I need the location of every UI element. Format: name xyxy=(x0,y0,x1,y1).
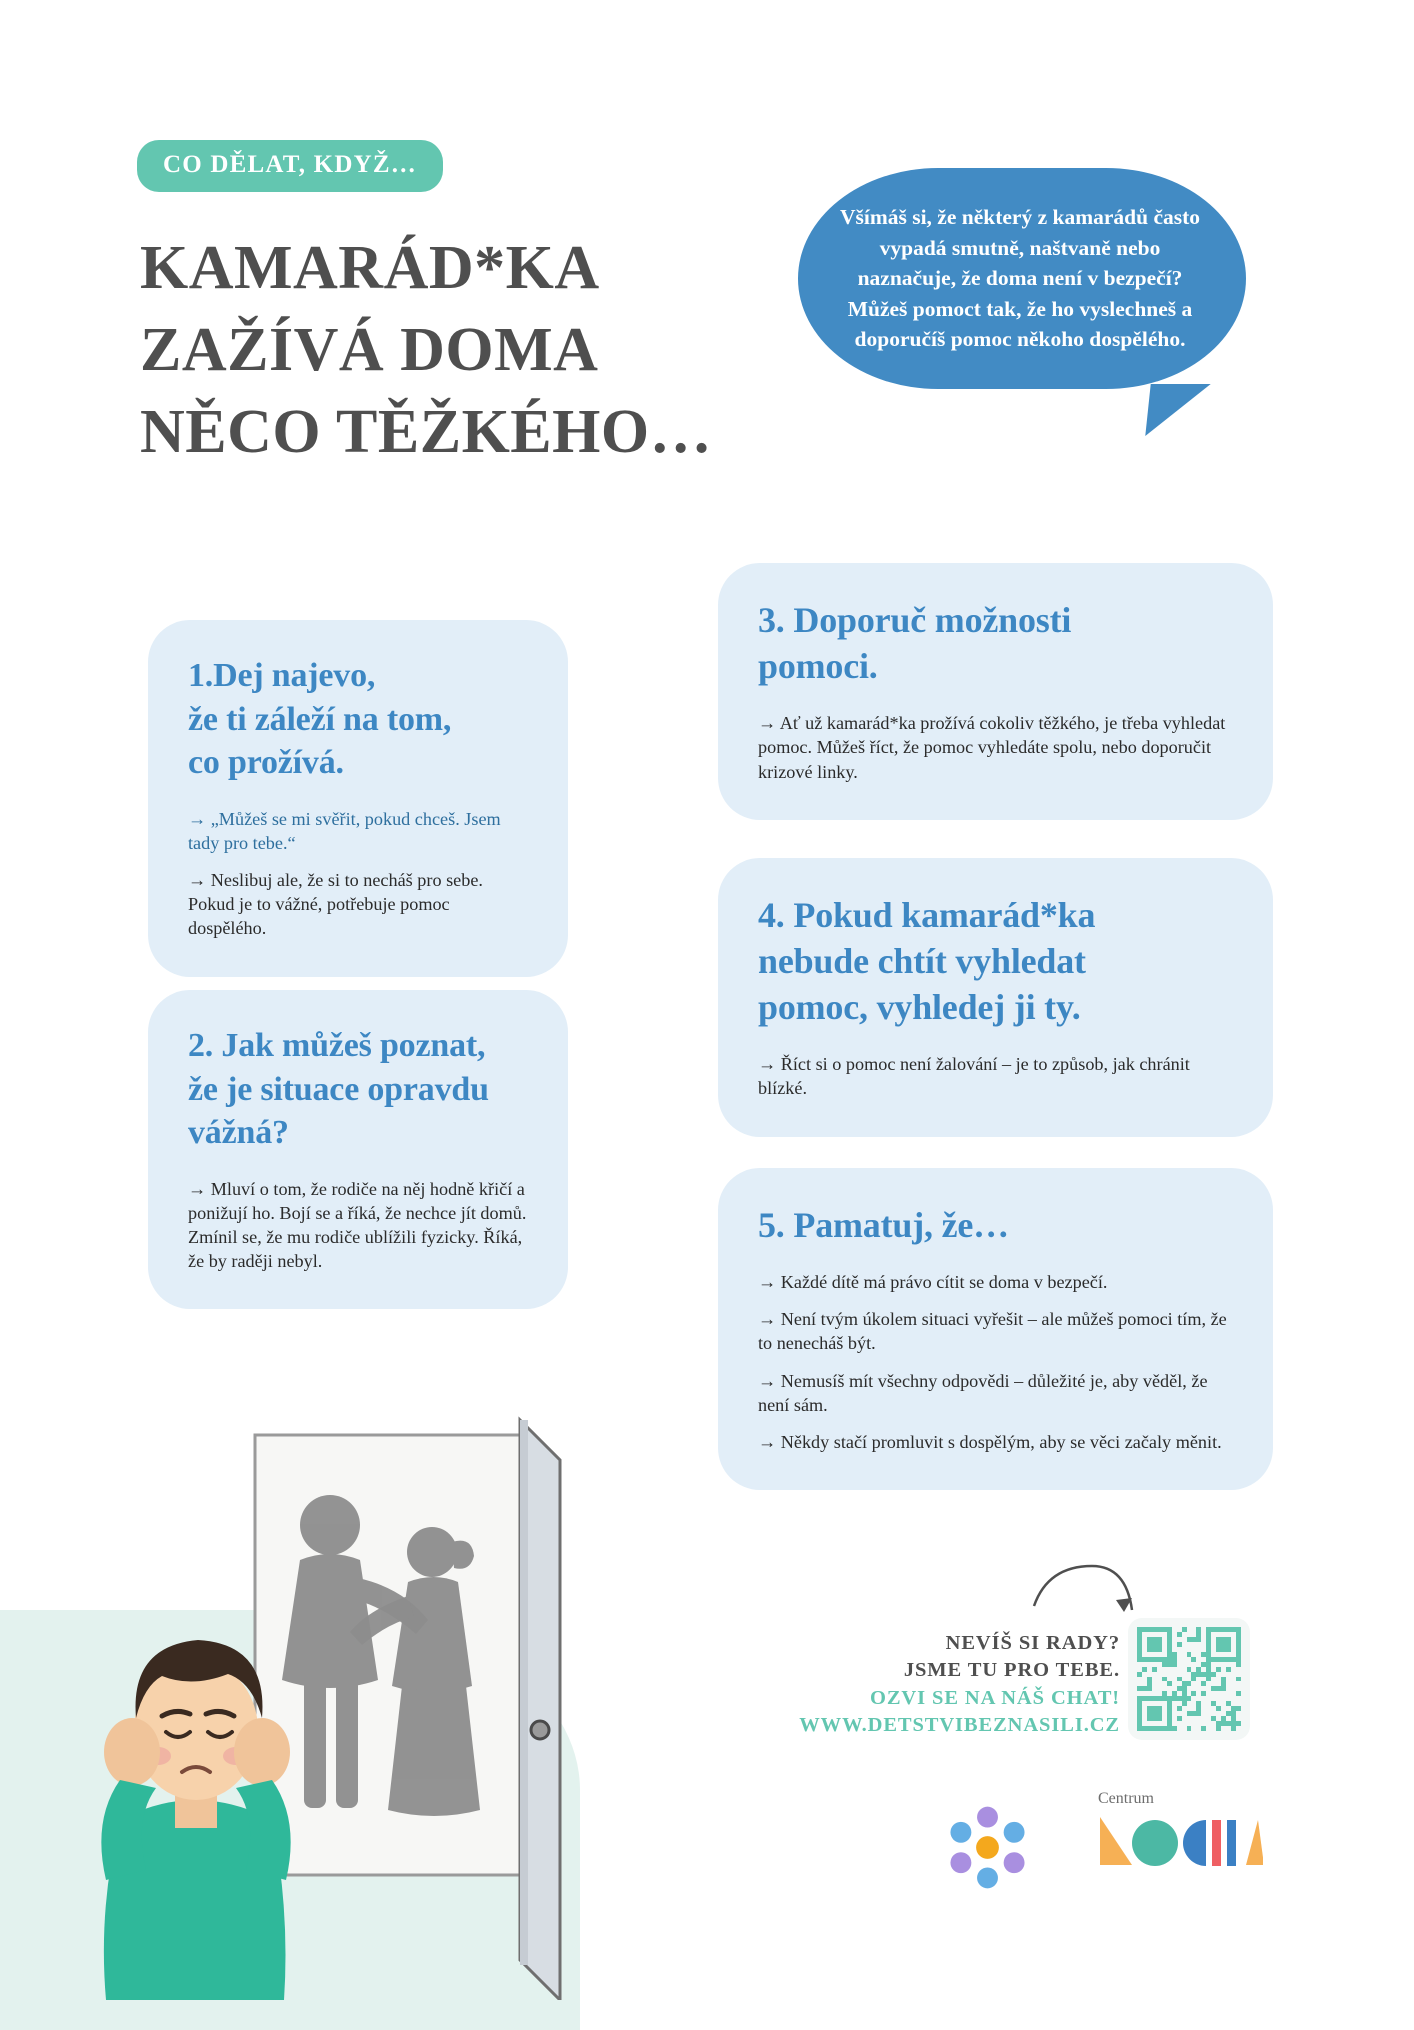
tip-card-1-heading xyxy=(188,654,528,785)
heading-line: pomoci. xyxy=(758,646,878,687)
heading-line: 5. Pamatuj, že… xyxy=(758,1205,1009,1245)
header-badge: CO DĚLAT, KDYŽ… xyxy=(137,140,443,192)
heading-line: že je situace opravdu xyxy=(188,1070,489,1108)
tip-card-2-paragraph: → Mluví o tom, že rodiče na něj hodně křičí a ponižují ho. Bojí se a říká, že nechce jít domů. Zmínil se, že mu rodiče ublížili fyzicky. Říká, že by raději nebyl. xyxy=(188,1178,527,1272)
heading-line: 4. Pokud kamarád*ka xyxy=(758,895,1096,935)
title-line-2: ZAŽÍVÁ DOMA xyxy=(140,315,599,384)
tip-card-5-heading xyxy=(758,1202,1233,1248)
door-panel xyxy=(520,1420,560,2000)
tip-card-1-paragraph: → Neslibuj ale, že si to necháš pro sebe. Pokud je to vážné, potřebuje pomoc dospělého. xyxy=(188,869,483,939)
dots-logo-icon xyxy=(940,1800,1035,1895)
footer-line-1: NEVÍŠ SI RADY? xyxy=(945,1632,1120,1654)
footer-cta xyxy=(740,1630,1120,1740)
heading-line: co prožívá. xyxy=(188,744,344,782)
qr-code[interactable] xyxy=(1128,1618,1250,1740)
heading-line: že ti záleží na tom, xyxy=(188,700,452,738)
tip-card-5 xyxy=(718,1168,1273,1490)
locika-logo xyxy=(1098,1790,1263,1895)
locika-caption: Centrum xyxy=(1098,1790,1154,1807)
qr-code-grid xyxy=(1137,1627,1241,1731)
tip-card-4 xyxy=(718,858,1273,1137)
speech-bubble-tail xyxy=(1145,384,1210,436)
heading-line: 3. Doporuč možnosti xyxy=(758,600,1072,640)
tip-card-3-heading xyxy=(758,597,1233,689)
tip-card-4-paragraph: → Říct si o pomoc není žalování – je to způsob, jak chránit blízké. xyxy=(758,1054,1190,1099)
curved-arrow-icon xyxy=(1030,1560,1140,1630)
heading-line: vážná? xyxy=(188,1114,289,1152)
footer-website-link[interactable]: WWW.DETSTVIBEZNASILI.CZ xyxy=(799,1714,1120,1737)
title-line-1: KAMARÁD*KA xyxy=(140,234,600,302)
tip-card-1-paragraph: → „Můžeš se mi svěřit, pokud chceš. Jsem tady pro tebe.“ xyxy=(188,808,501,853)
tip-card-4-heading xyxy=(758,892,1233,1030)
illustration-boy-covering-ears xyxy=(0,1400,760,2000)
doorway-illustration xyxy=(255,1435,520,1875)
footer-line-2: JSME TU PRO TEBE. xyxy=(903,1659,1120,1682)
tip-card-3-paragraph: → Ať už kamarád*ka prožívá cokoliv těžkého, je třeba vyhledat pomoc. Můžeš říct, že pomoc vyhledáte spolu, nebo doporučit krizové linky. xyxy=(758,713,1226,782)
tip-card-5-paragraph: → Každé dítě má právo cítit se doma v bezpečí. xyxy=(758,1272,1108,1293)
tip-card-5-paragraph: → Nemusíš mít všechny odpovědi – důležité je, aby věděl, že není sám. xyxy=(758,1370,1208,1415)
speech-bubble-text: Všímáš si, že některý z kamarádů často vypadá smutně, naštvaně nebo naznačuje, že doma není v bezpečí? Můžeš pomoct tak, že ho vyslechneš a doporučíš pomoc někoho dospělého. xyxy=(839,205,1201,352)
speech-bubble xyxy=(798,168,1246,389)
title-line-3: NĚCO TĚŽKÉHO… xyxy=(140,397,713,466)
heading-line: pomoc, vyhledej ji ty. xyxy=(758,987,1081,1028)
heading-line: 2. Jak můžeš poznat, xyxy=(188,1027,486,1064)
tip-card-3 xyxy=(718,563,1273,820)
heading-line: 1.Dej najevo, xyxy=(188,657,376,694)
heading-line: nebude chtít vyhledat xyxy=(758,941,1086,982)
footer-line-3: OZVI SE NA NÁŠ CHAT! xyxy=(870,1686,1120,1709)
locika-wordmark-icon xyxy=(1098,1811,1263,1873)
speech-bubble-body xyxy=(798,168,1246,389)
tip-card-1 xyxy=(148,620,568,977)
tip-card-2-heading xyxy=(188,1024,528,1155)
tip-card-5-paragraph: → Není tvým úkolem situaci vyřešit – ale můžeš pomoci tím, že to nenecháš být. xyxy=(758,1309,1227,1354)
page-title xyxy=(140,228,780,473)
tip-card-5-paragraph: → Někdy stačí promluvit s dospělým, aby se věci začaly měnit. xyxy=(758,1432,1222,1453)
tip-card-2 xyxy=(148,990,568,1309)
